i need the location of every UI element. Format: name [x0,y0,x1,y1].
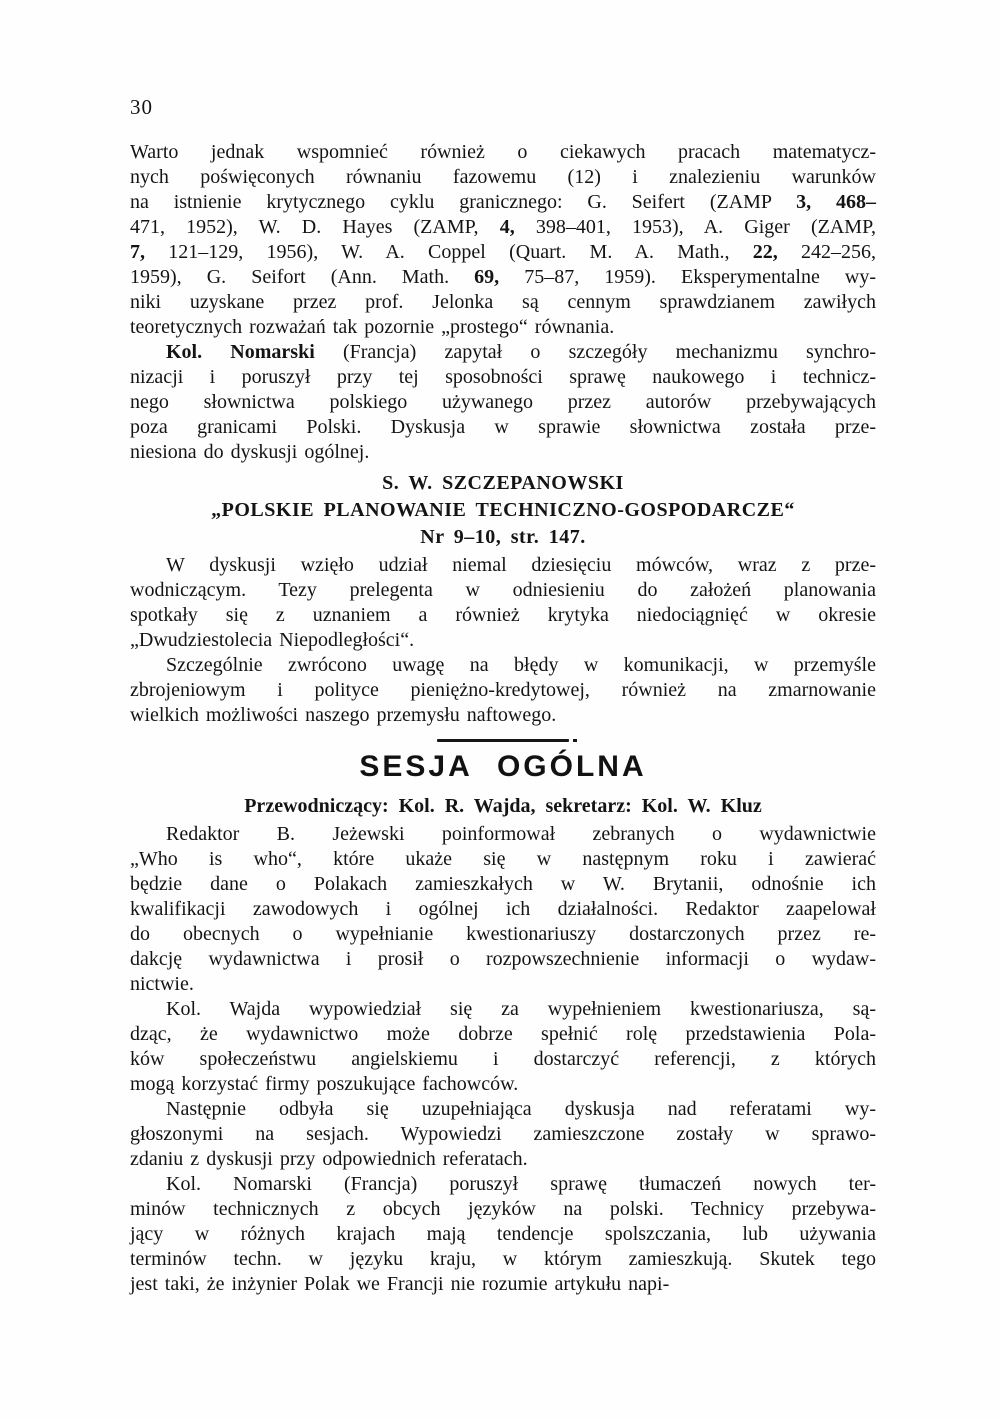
text-line: teoretycznych rozważań tak pozornie „prostego“ równania. [130,316,615,338]
text-line: 471, 1952), W. D. Hayes (ZAMP, 4, 398–401, 1953), A. Giger (ZAMP, [130,216,876,238]
text-line: terminów techn. w języku kraju, w którym zamieszkują. Skutek tego [130,1248,876,1270]
text-line: do obecnych o wypełnianie kwestionariuszy dostarczonych przez re- [130,923,876,945]
text-column [130,140,876,1297]
section-heading [130,470,876,551]
paragraph [130,1097,876,1172]
text-line: Kol. Wajda wypowiedział się za wypełnieniem kwestionariusza, są- [166,998,876,1020]
paragraph [130,340,876,465]
paragraph [130,997,876,1097]
text-line: „Dwudziestolecia Niepodległości“. [130,629,415,651]
text-line: ków społeczeństwu angielskiemu i dostarczyć referencji, z których [130,1048,876,1070]
text-line: zdaniu z dyskusji przy odpowiednich referatach. [130,1148,528,1170]
text-line: wodniczącym. Tezy prelegenta w odniesieniu do założeń planowania [130,579,876,601]
text-line: dząc, że wydawnictwo może dobrze spełnić rolę przedstawienia Pola- [130,1023,876,1045]
heading-line: „POLSKIE PLANOWANIE TECHNICZNO-GOSPODARCZE“ [211,499,795,521]
text-line: W dyskusji wzięło udział niemal dziesięciu mówców, wraz z prze- [166,554,876,576]
text-line: „Who is who“, które ukaże się w następnym roku i zawierać [130,848,876,870]
text-line: nego słownictwa polskiego używanego przez autorów przebywających [130,391,876,413]
text-line: Następnie odbyła się uzupełniająca dyskusja nad referatami wy- [166,1098,876,1120]
heading-line: S. W. SZCZEPANOWSKI [382,472,624,494]
paragraph [130,1172,876,1297]
text-line: Kol. Nomarski (Francja) zapytał o szczegóły mechanizmu synchro- [166,341,876,363]
text-line: dakcję wydawnictwa i prosił o rozpowszechnienie informacji o wydaw- [130,948,876,970]
text-line: Redaktor B. Jeżewski poinformował zebranych o wydawnictwie [166,823,876,845]
paragraph [130,653,876,728]
text-line: na istnienie krytycznego cyklu granicznego: G. Seifert (ZAMP 3, 468– [130,191,876,213]
text-line: zbrojeniowym i polityce pieniężno-kredytowej, również na zmarnowanie [130,679,876,701]
text-line: 1959), G. Seifort (Ann. Math. 69, 75–87, 1959). Eksperymentalne wy- [130,266,876,288]
text-line: spotkały się z uznaniem a również krytyka niedociągnięć w okresie [130,604,876,626]
text-line: poza granicami Polski. Dyskusja w sprawie słownictwa została prze- [130,416,876,438]
text-line: nych poświęconych równaniu fazowemu (12) i znalezieniu warunków [130,166,876,188]
text-line: kwalifikacji zawodowych i ogólnej ich działalności. Redaktor zaapelował [130,898,876,920]
page-number: 30 [130,95,153,119]
session-chairs: Przewodniczący: Kol. R. Wajda, sekretarz: Kol. W. Kluz [244,795,762,817]
heading-line: Nr 9–10, str. 147. [420,526,586,548]
text-line: jest taki, że inżynier Polak we Francji nie rozumie artykułu napi- [130,1273,670,1295]
text-line: 7, 121–129, 1956), W. A. Coppel (Quart. M. A. Math., 22, 242–256, [130,241,876,263]
session-title: SESJA OGÓLNA [359,750,647,783]
text-line: wielkich możliwości naszego przemysłu naftowego. [130,704,557,726]
text-line: Warto jednak wspomnieć również o ciekawych pracach matematycz- [130,141,876,163]
paragraph [130,553,876,653]
section-divider [437,739,569,742]
text-line: nictwie. [130,973,194,995]
text-line: głoszonymi na sesjach. Wypowiedzi zamieszczone zostały w sprawo- [130,1123,876,1145]
text-line: będzie dane o Polakach zamieszkałych w W. Brytanii, odnośnie ich [130,873,876,895]
paragraph [130,822,876,997]
text-line: niki uzyskane przez prof. Jelonka są cennym sprawdzianem zawiłych [130,291,876,313]
paragraph [130,140,876,340]
text-line: minów technicznych z obcych języków na polski. Technicy przebywa- [130,1198,876,1220]
text-line: nizacji i poruszył przy tej sposobności sprawę naukowego i technicz- [130,366,876,388]
text-line: mogą korzystać firmy poszukujące fachowców. [130,1073,519,1095]
text-line: niesiona do dyskusji ogólnej. [130,441,370,463]
text-line: jący w różnych krajach mają tendencje spolszczania, lub używania [130,1223,876,1245]
text-line: Kol. Nomarski (Francja) poruszył sprawę tłumaczeń nowych ter- [166,1173,876,1195]
text-line: Szczególnie zwrócono uwagę na błędy w komunikacji, w przemyśle [166,654,876,676]
